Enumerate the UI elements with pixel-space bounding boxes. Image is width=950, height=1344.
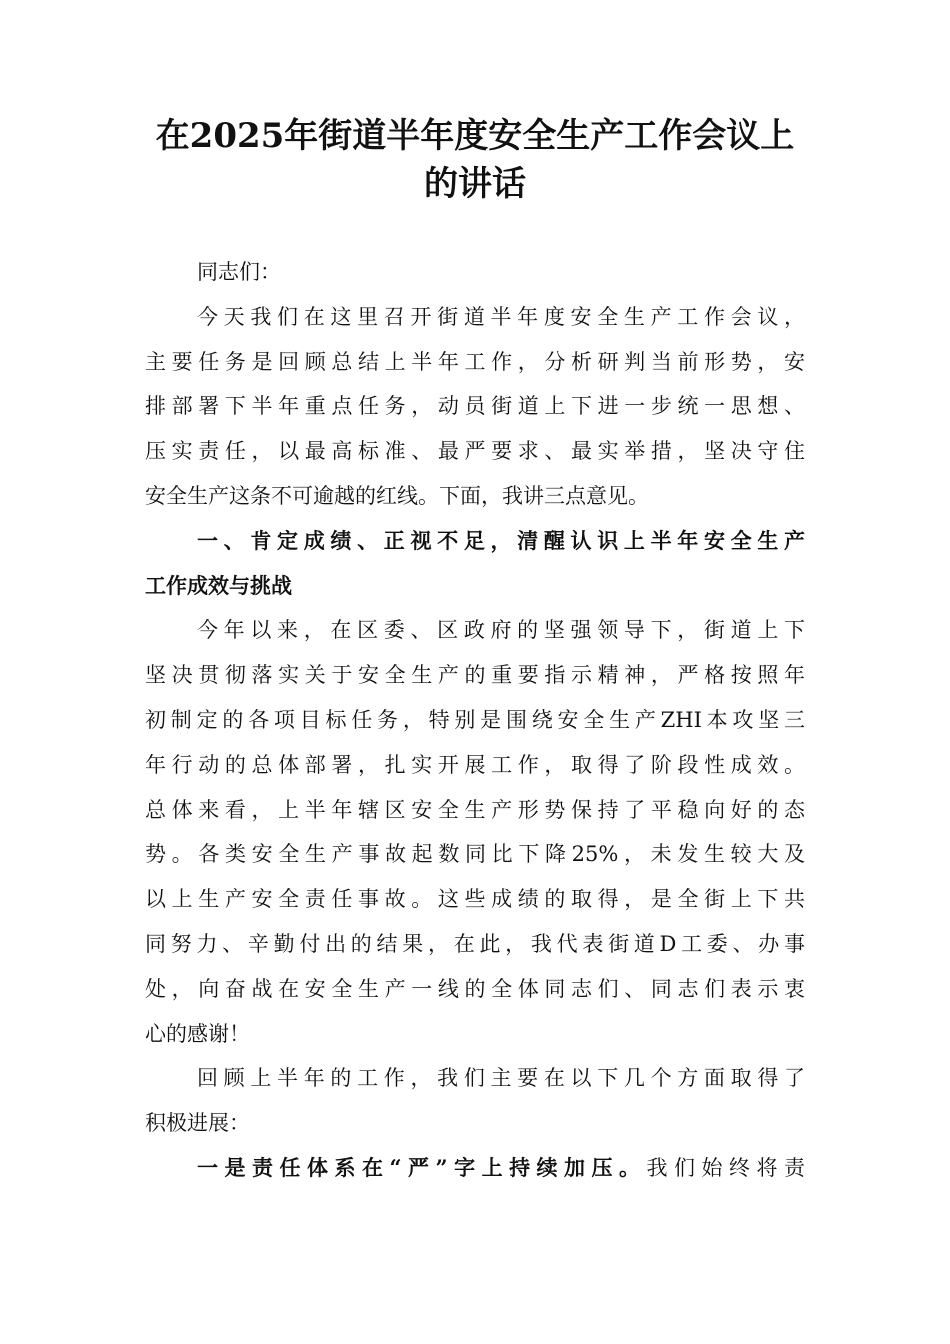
title-line: 的讲话 (424, 164, 526, 204)
paragraph-line: 主要任务是回顾总结上半年工作，分析研判当前形势，安 (145, 349, 805, 374)
paragraph-line: 积极进展： (145, 1111, 250, 1136)
paragraph-line: 压实责任，以最高标准、最严要求、最实举措，坚决守住 (145, 439, 805, 464)
document-body (145, 250, 805, 1191)
title-line: 在2025年街道半年度安全生产工作会议上 (155, 116, 795, 156)
paragraph-line: 以上生产安全责任事故。这些成绩的取得，是全街上下共 (145, 887, 805, 912)
greeting: 同志们： (197, 260, 281, 284)
section-heading-line: 工作成效与挑战 (145, 573, 292, 598)
paragraph-line: 初制定的各项目标任务，特别是围绕安全生产ZHI本攻坚三 (145, 707, 805, 732)
paragraph-line: 回顾上半年的工作，我们主要在以下几个方面取得了 (197, 1066, 805, 1091)
paragraph-line: 安全生产这条不可逾越的红线。下面，我讲三点意见。 (145, 483, 649, 508)
paragraph-line: 今年以来，在区委、区政府的坚强领导下，街道上下 (197, 618, 805, 643)
paragraph-line: 势。各类安全生产事故起数同比下降25%，未发生较大及 (145, 842, 805, 867)
point-lead: 一是责任体系在“严”字上持续加压。 (197, 1154, 647, 1180)
section-heading-line: 一、肯定成绩、正视不足，清醒认识上半年安全生产 (197, 528, 805, 553)
paragraph-line: 处，向奋战在安全生产一线的全体同志们、同志们表示衷 (145, 976, 805, 1001)
point-text: 我们始终将责 (646, 1155, 805, 1180)
paragraph-line: 坚决贯彻落实关于安全生产的重要指示精神，严格按照年 (145, 663, 805, 688)
paragraph-line: 心的感谢！ (145, 1021, 250, 1046)
paragraph-line: 今天我们在这里召开街道半年度安全生产工作会议， (197, 304, 805, 329)
paragraph-line: 年行动的总体部署，扎实开展工作，取得了阶段性成效。 (145, 752, 805, 777)
paragraph-line: 总体来看，上半年辖区安全生产形势保持了平稳向好的态 (145, 797, 805, 822)
document-title (145, 112, 805, 208)
paragraph-line: 同努力、辛勤付出的结果，在此，我代表街道D工委、办事 (145, 931, 805, 956)
point-line (145, 1146, 805, 1191)
paragraph-line: 排部署下半年重点任务，动员街道上下进一步统一思想、 (145, 394, 805, 419)
